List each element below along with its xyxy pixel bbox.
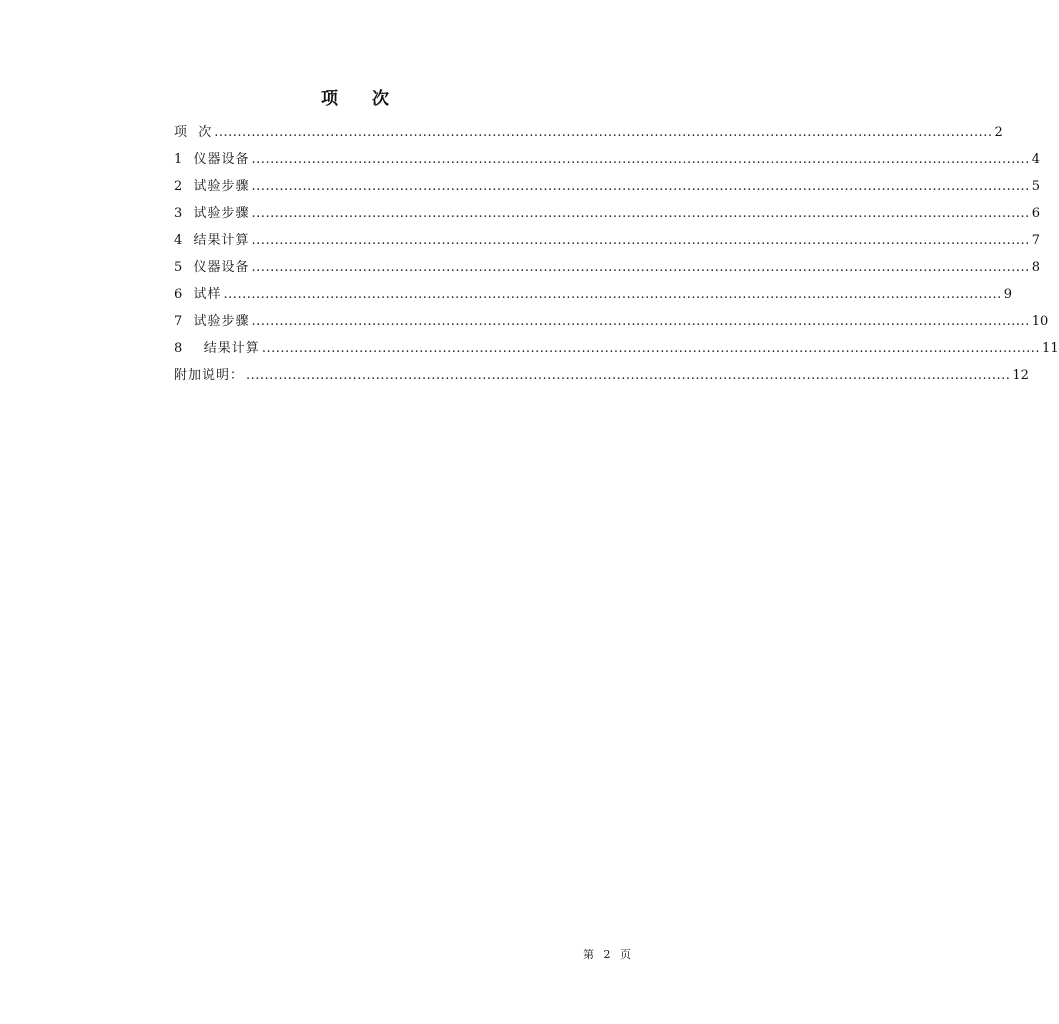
toc-leader-dots: ........................................................................................................................................................................	[251, 206, 1030, 221]
page-number-footer: 第 2 页	[583, 948, 634, 961]
toc-entry[interactable]	[174, 124, 1003, 151]
toc-entry-label: 5 仪器设备	[174, 260, 250, 275]
toc-leader-dots: ........................................................................................................................................................................	[251, 179, 1030, 194]
toc-leader-dots: ........................................................................................................................................................................	[261, 341, 1041, 356]
document-title: 项 次	[321, 89, 403, 109]
toc-leader-dots: ........................................................................................................................................................................	[251, 152, 1030, 167]
toc-entry[interactable]	[174, 151, 1041, 178]
toc-leader-dots: ........................................................................................................................................................................	[223, 287, 1002, 302]
toc-entry-label: 8 结果计算	[174, 341, 260, 356]
toc-entry-page: 9	[1003, 287, 1013, 302]
toc-entry-label: 6 试样	[174, 287, 222, 302]
toc-entry-page: 10	[1031, 314, 1049, 329]
table-of-contents	[174, 124, 1059, 394]
toc-entry[interactable]	[174, 286, 1013, 313]
toc-entry-page: 5	[1031, 179, 1041, 194]
toc-entry-page: 2	[994, 125, 1003, 140]
toc-entry-page: 11	[1042, 341, 1059, 356]
toc-leader-dots: ........................................................................................................................................................................	[251, 314, 1030, 329]
toc-entry[interactable]	[174, 367, 1029, 394]
toc-entry[interactable]	[174, 178, 1041, 205]
toc-leader-dots: .....................................................................................................................................................................	[246, 368, 1011, 383]
toc-leader-dots: ........................................................................................................................................................................	[214, 125, 993, 140]
toc-entry-page: 8	[1031, 260, 1041, 275]
toc-entry-label: 7 试验步骤	[174, 314, 250, 329]
toc-leader-dots: ........................................................................................................................................................................	[251, 233, 1030, 248]
toc-entry-label: 3 试验步骤	[174, 206, 250, 221]
toc-entry-label: 4 结果计算	[174, 233, 250, 248]
toc-entry[interactable]	[174, 232, 1041, 259]
toc-leader-dots: ........................................................................................................................................................................	[251, 260, 1030, 275]
toc-entry-label: 1 仪器设备	[174, 152, 250, 167]
toc-entry-page: 7	[1031, 233, 1041, 248]
toc-entry[interactable]	[174, 313, 1049, 340]
toc-entry-label: 附加说明：	[174, 368, 245, 383]
toc-entry[interactable]	[174, 340, 1059, 367]
toc-entry-page: 4	[1031, 152, 1041, 167]
toc-entry-page: 6	[1031, 206, 1041, 221]
toc-entry-page: 12	[1012, 368, 1029, 383]
toc-entry[interactable]	[174, 205, 1041, 232]
toc-entry-label: 2 试验步骤	[174, 179, 250, 194]
toc-entry-label: 项 次	[174, 125, 213, 140]
toc-entry[interactable]	[174, 259, 1041, 286]
